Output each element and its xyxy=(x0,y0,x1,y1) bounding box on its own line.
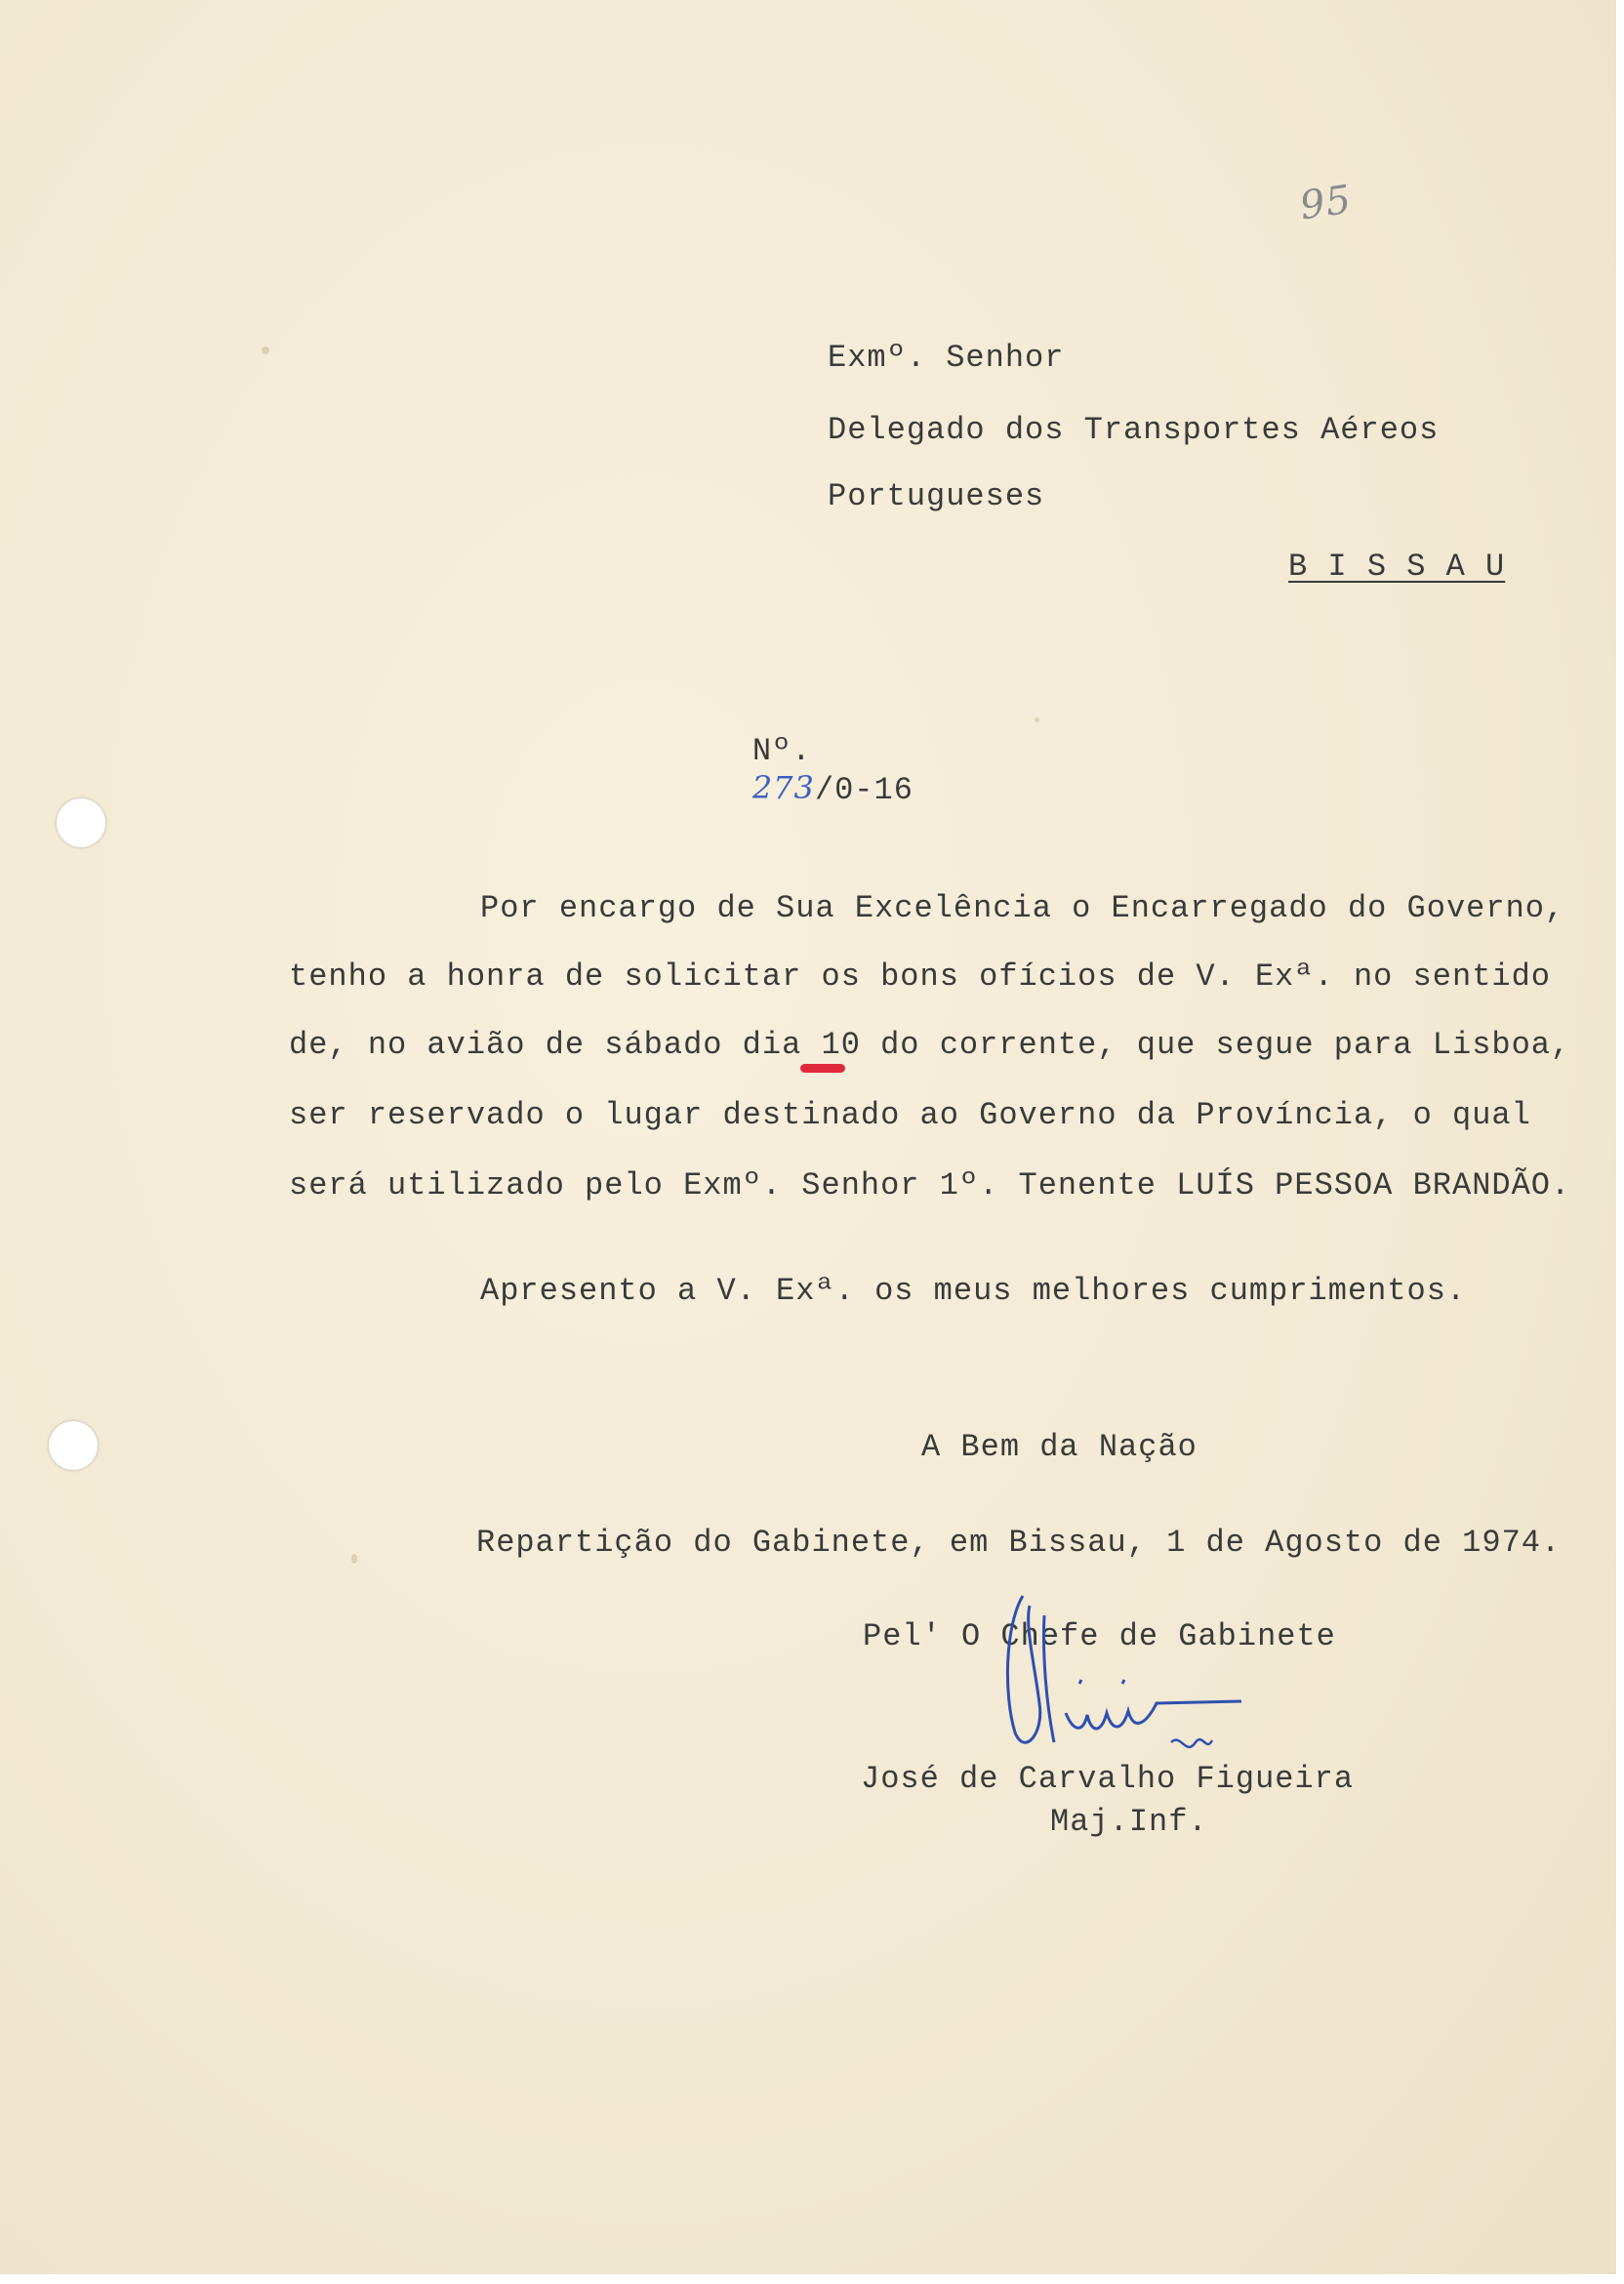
motto: A Bem da Nação xyxy=(921,1429,1198,1465)
reference-number xyxy=(673,697,914,844)
body-line-2: tenho a honra de solicitar os bons ofícios de V. Exª. no sentido xyxy=(289,958,1551,995)
recipient-salutation: Exmº. Senhor xyxy=(828,340,1065,376)
punch-hole-upper xyxy=(57,798,105,847)
body-line-4: ser reservado o lugar destinado ao Governo da Província, o qual xyxy=(289,1097,1531,1133)
signatory-rank: Maj.Inf. xyxy=(1050,1804,1208,1840)
recipient-title: Delegado dos Transportes Aéreos xyxy=(828,412,1440,448)
recipient-city: B I S S A U xyxy=(1288,549,1506,585)
signatory-name: José de Carvalho Figueira xyxy=(861,1761,1355,1797)
reference-prefix: Nº. xyxy=(751,733,812,769)
paper-speck xyxy=(262,347,269,354)
handwritten-signature xyxy=(986,1586,1259,1772)
red-underline-mark xyxy=(800,1064,845,1073)
body-line-5: será utilizado pelo Exmº. Senhor 1º. Tenente LUÍS PESSOA BRANDÃO. xyxy=(289,1167,1571,1203)
place-date: Repartição do Gabinete, em Bissau, 1 de Agosto de 1974. xyxy=(476,1525,1562,1561)
paper-speck xyxy=(1035,717,1039,722)
body-line-3: de, no avião de sábado dia 10 do corrente, que segue para Lisboa, xyxy=(289,1027,1571,1063)
reference-handwritten-number: 273 xyxy=(751,769,815,806)
body-line-1: Por encargo de Sua Excelência o Encarregado do Governo, xyxy=(480,890,1565,926)
punch-hole-lower xyxy=(49,1421,98,1470)
pencil-annotation: 95 xyxy=(1297,177,1355,229)
reference-suffix: /0-16 xyxy=(814,772,914,808)
recipient-title-cont: Portugueses xyxy=(828,478,1045,514)
closing-line: Apresento a V. Exª. os meus melhores cumprimentos. xyxy=(480,1273,1467,1309)
paper-speck xyxy=(351,1554,357,1564)
signature-on-behalf: Pel' O Chefe de Gabinete xyxy=(863,1618,1336,1654)
